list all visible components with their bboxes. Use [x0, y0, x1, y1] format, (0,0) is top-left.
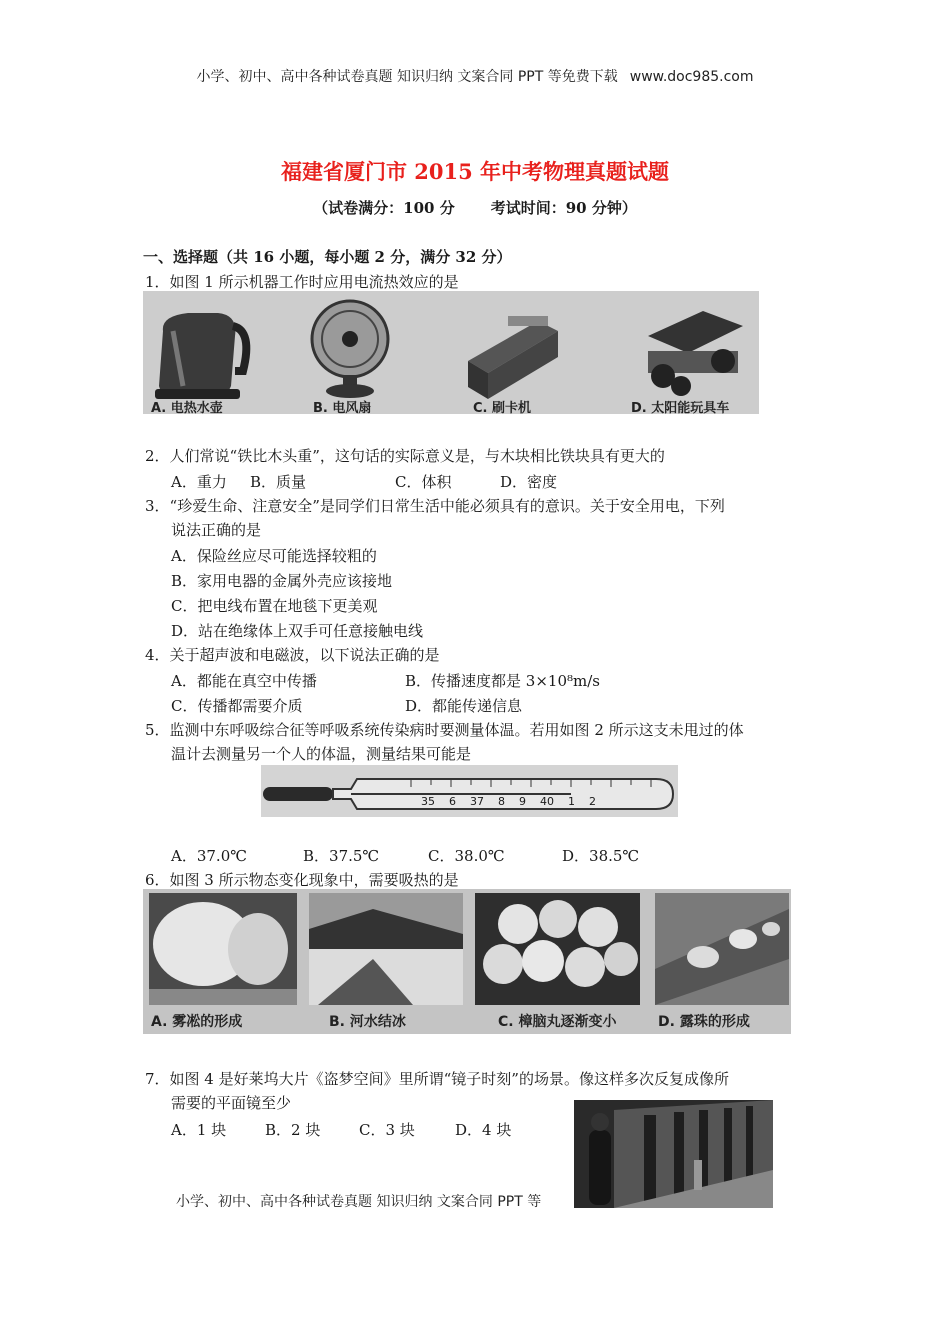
- header-text: 小学、初中、高中各种试卷真题 知识归纳 文案合同 PPT 等免费下载: [196, 69, 618, 85]
- q2-stem: 2．人们常说“铁比木头重”，这句话的实际意义是，与木块相比铁块具有更大的: [145, 447, 665, 465]
- figure-4-drawing: [574, 1100, 773, 1208]
- q2-option-b: B．质量: [250, 473, 307, 491]
- q6-stem: 6．如图 3 所示物态变化现象中，需要吸热的是: [145, 871, 459, 889]
- q7-option-c: C．3 块: [359, 1121, 415, 1139]
- q6-caption-c: C. 樟脑丸逐渐变小: [498, 1014, 617, 1030]
- q4-option-c: C．传播都需要介质: [171, 697, 303, 715]
- q7-option-b: B．2 块: [265, 1121, 321, 1139]
- page-header: [0, 66, 950, 86]
- q1-caption-a: A. 电热水壶: [151, 401, 223, 416]
- header-url[interactable]: www.doc985.com: [629, 69, 754, 85]
- q3-option-a: A．保险丝应尽可能选择较粗的: [171, 547, 377, 565]
- section-heading: 一、选择题（共 16 小题，每小题 2 分，满分 32 分）: [143, 248, 512, 266]
- scale-label: 37: [470, 795, 484, 808]
- scale-label: 1: [568, 795, 575, 808]
- q5-option-c: C．38.0℃: [428, 847, 505, 865]
- q5-option-a: A．37.0℃: [171, 847, 248, 865]
- q1-caption-b: B. 电风扇: [313, 401, 372, 416]
- page-title: 福建省厦门市 2015 年中考物理真题试题: [280, 159, 670, 184]
- q1-caption-d: D. 太阳能玩具车: [631, 401, 730, 416]
- q4-option-b: B．传播速度都是 3×10⁸m/s: [405, 672, 600, 690]
- exam-score: （试卷满分：100 分: [313, 199, 455, 217]
- figure-1-drawing: [143, 291, 759, 414]
- scale-label: 9: [519, 795, 526, 808]
- q2-option-a: A．重力: [171, 473, 227, 491]
- q4-option-a: A．都能在真空中传播: [171, 672, 317, 690]
- scale-label: 6: [449, 795, 456, 808]
- scale-label: 40: [540, 795, 554, 808]
- q5-option-b: B．37.5℃: [303, 847, 380, 865]
- exam-info: [0, 197, 950, 218]
- q6-caption-a: A. 雾凇的形成: [151, 1014, 243, 1030]
- rime-tree-image: [149, 893, 297, 1005]
- exam-time: 考试时间：90 分钟）: [490, 199, 637, 217]
- mothballs-image: [475, 893, 640, 1005]
- q6-caption-d: D. 露珠的形成: [658, 1014, 750, 1030]
- figure-4-inception-scene: [574, 1100, 773, 1208]
- scale-label: 8: [498, 795, 505, 808]
- q3-stem-line2: 说法正确的是: [171, 521, 262, 539]
- q7-option-a: A．1 块: [171, 1121, 227, 1139]
- figure-2-thermometer: [261, 765, 678, 817]
- q3-option-d: D．站在绝缘体上双手可任意接触电线: [171, 622, 424, 640]
- q5-stem-line1: 5．监测中东呼吸综合征等呼吸系统传染病时要测量体温。若用如图 2 所示这支未甩过的体: [145, 721, 744, 739]
- q2-option-d: D．密度: [500, 473, 558, 491]
- dew-drops-image: [655, 893, 789, 1005]
- q3-stem-line1: 3．“珍爱生命、注意安全”是同学们日常生活中能必须具有的意识。关于安全用电，下列: [145, 497, 725, 515]
- q7-stem-line1: 7．如图 4 是好莱坞大片《盗梦空间》里所谓“镜子时刻”的场景。像这样多次反复成像所: [145, 1070, 729, 1088]
- q4-stem: 4．关于超声波和电磁波，以下说法正确的是: [145, 646, 440, 664]
- q1-caption-c: C. 刷卡机: [473, 401, 532, 416]
- page-footer: 小学、初中、高中各种试卷真题 知识归纳 文案合同 PPT 等: [176, 1194, 542, 1210]
- q3-option-b: B．家用电器的金属外壳应该接地: [171, 572, 393, 590]
- q4-option-d: D．都能传递信息: [405, 697, 523, 715]
- frozen-river-image: [309, 893, 463, 1005]
- q1-stem: 1．如图 1 所示机器工作时应用电流热效应的是: [145, 273, 459, 291]
- q5-option-d: D．38.5℃: [562, 847, 640, 865]
- figure-3: [143, 889, 791, 1034]
- q6-caption-b: B. 河水结冰: [329, 1014, 406, 1030]
- scale-label: 2: [589, 795, 596, 808]
- figure-1: [143, 291, 759, 414]
- thermometer-scale: [421, 795, 596, 808]
- scale-label: 35: [421, 795, 435, 808]
- q7-option-d: D．4 块: [455, 1121, 512, 1139]
- q3-option-c: C．把电线布置在地毯下更美观: [171, 597, 378, 615]
- thermometer-drawing: [261, 765, 678, 817]
- q7-stem-line2: 需要的平面镜至少: [171, 1094, 292, 1112]
- q5-stem-line2: 温计去测量另一个人的体温，测量结果可能是: [171, 745, 472, 763]
- q2-option-c: C．体积: [395, 473, 452, 491]
